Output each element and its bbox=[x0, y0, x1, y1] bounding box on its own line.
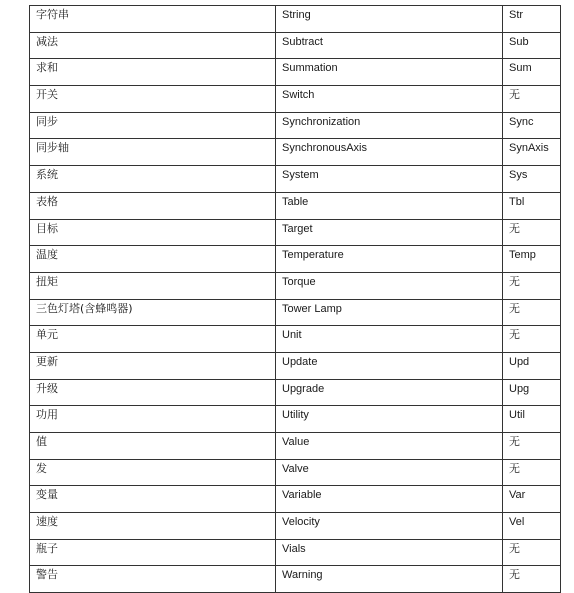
english-term-cell: Warning bbox=[276, 566, 503, 593]
table-row bbox=[30, 539, 561, 566]
table-row bbox=[30, 486, 561, 513]
english-term-cell: Variable bbox=[276, 486, 503, 513]
english-term-cell: Synchronization bbox=[276, 112, 503, 139]
abbreviation-cell: Sys bbox=[503, 166, 561, 193]
english-term-cell: Upgrade bbox=[276, 379, 503, 406]
abbreviation-cell: 无 bbox=[503, 272, 561, 299]
table-body bbox=[30, 6, 561, 593]
chinese-term-cell: 三色灯塔(含蜂鸣器) bbox=[30, 299, 276, 326]
abbreviation-cell: Var bbox=[503, 486, 561, 513]
english-term-cell: Unit bbox=[276, 326, 503, 353]
abbreviation-cell: 无 bbox=[503, 539, 561, 566]
abbreviation-cell: Tbl bbox=[503, 192, 561, 219]
abbreviation-cell: 无 bbox=[503, 219, 561, 246]
chinese-term-cell: 温度 bbox=[30, 246, 276, 273]
english-term-cell: Torque bbox=[276, 272, 503, 299]
english-term-cell: SynchronousAxis bbox=[276, 139, 503, 166]
table-row bbox=[30, 6, 561, 33]
abbreviation-cell: 无 bbox=[503, 433, 561, 460]
abbreviation-cell: Str bbox=[503, 6, 561, 33]
chinese-term-cell: 系统 bbox=[30, 166, 276, 193]
abbreviation-table bbox=[29, 5, 561, 593]
english-term-cell: Update bbox=[276, 352, 503, 379]
chinese-term-cell: 功用 bbox=[30, 406, 276, 433]
english-term-cell: Value bbox=[276, 433, 503, 460]
chinese-term-cell: 变量 bbox=[30, 486, 276, 513]
abbreviation-cell: 无 bbox=[503, 299, 561, 326]
chinese-term-cell: 目标 bbox=[30, 219, 276, 246]
abbreviation-cell: Util bbox=[503, 406, 561, 433]
table-row bbox=[30, 219, 561, 246]
abbreviation-cell: 无 bbox=[503, 566, 561, 593]
abbreviation-cell: Vel bbox=[503, 513, 561, 540]
abbreviation-cell: SynAxis bbox=[503, 139, 561, 166]
table-row bbox=[30, 32, 561, 59]
table-row bbox=[30, 352, 561, 379]
chinese-term-cell: 更新 bbox=[30, 352, 276, 379]
table-row bbox=[30, 379, 561, 406]
english-term-cell: System bbox=[276, 166, 503, 193]
chinese-term-cell: 字符串 bbox=[30, 6, 276, 33]
chinese-term-cell: 速度 bbox=[30, 513, 276, 540]
english-term-cell: Table bbox=[276, 192, 503, 219]
table-row bbox=[30, 326, 561, 353]
chinese-term-cell: 减法 bbox=[30, 32, 276, 59]
chinese-term-cell: 发 bbox=[30, 459, 276, 486]
chinese-term-cell: 单元 bbox=[30, 326, 276, 353]
abbreviation-cell: Temp bbox=[503, 246, 561, 273]
english-term-cell: String bbox=[276, 6, 503, 33]
english-term-cell: Subtract bbox=[276, 32, 503, 59]
table-row bbox=[30, 192, 561, 219]
table-row bbox=[30, 459, 561, 486]
table-row bbox=[30, 299, 561, 326]
english-term-cell: Valve bbox=[276, 459, 503, 486]
chinese-term-cell: 开关 bbox=[30, 86, 276, 113]
chinese-term-cell: 警告 bbox=[30, 566, 276, 593]
chinese-term-cell: 值 bbox=[30, 433, 276, 460]
chinese-term-cell: 表格 bbox=[30, 192, 276, 219]
abbreviation-cell: 无 bbox=[503, 86, 561, 113]
english-term-cell: Summation bbox=[276, 59, 503, 86]
chinese-term-cell: 扭矩 bbox=[30, 272, 276, 299]
table-row bbox=[30, 406, 561, 433]
abbreviation-cell: Upg bbox=[503, 379, 561, 406]
english-term-cell: Vials bbox=[276, 539, 503, 566]
english-term-cell: Target bbox=[276, 219, 503, 246]
abbreviation-cell: Upd bbox=[503, 352, 561, 379]
english-term-cell: Switch bbox=[276, 86, 503, 113]
table-row bbox=[30, 86, 561, 113]
abbreviation-cell: 无 bbox=[503, 326, 561, 353]
table-row bbox=[30, 433, 561, 460]
table-row bbox=[30, 59, 561, 86]
english-term-cell: Velocity bbox=[276, 513, 503, 540]
table-row bbox=[30, 112, 561, 139]
abbreviation-cell: Sum bbox=[503, 59, 561, 86]
abbreviation-cell: Sync bbox=[503, 112, 561, 139]
english-term-cell: Temperature bbox=[276, 246, 503, 273]
table-row bbox=[30, 166, 561, 193]
chinese-term-cell: 瓶子 bbox=[30, 539, 276, 566]
table-row bbox=[30, 566, 561, 593]
abbreviation-cell: Sub bbox=[503, 32, 561, 59]
table-row bbox=[30, 272, 561, 299]
table-row bbox=[30, 139, 561, 166]
english-term-cell: Tower Lamp bbox=[276, 299, 503, 326]
table-row bbox=[30, 513, 561, 540]
chinese-term-cell: 同步 bbox=[30, 112, 276, 139]
chinese-term-cell: 升级 bbox=[30, 379, 276, 406]
abbreviation-cell: 无 bbox=[503, 459, 561, 486]
english-term-cell: Utility bbox=[276, 406, 503, 433]
table-row bbox=[30, 246, 561, 273]
chinese-term-cell: 求和 bbox=[30, 59, 276, 86]
chinese-term-cell: 同步轴 bbox=[30, 139, 276, 166]
